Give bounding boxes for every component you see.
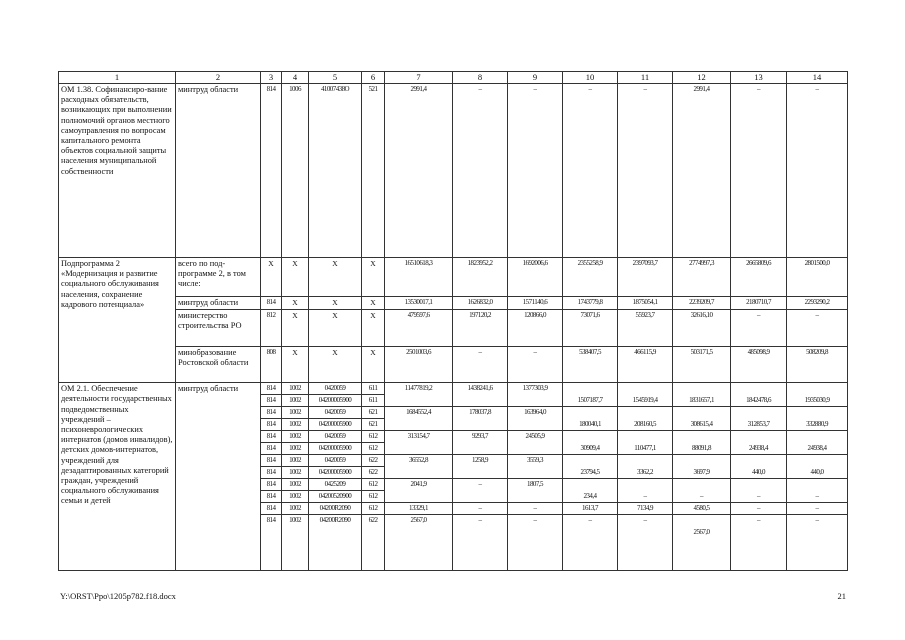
footer-file-path: Y:\ORST\Ppo\1205p782.f18.docx — [60, 591, 176, 601]
year-cell — [618, 407, 673, 431]
table-row-om138 — [59, 84, 848, 258]
header-cell: 6 — [362, 72, 385, 84]
year-value: – — [700, 492, 703, 501]
vr-cell: 621 — [362, 407, 385, 419]
csr-cell: Х — [309, 258, 362, 297]
table-row-sub2-minobr — [59, 347, 848, 383]
year-cell: 1377303,9 — [508, 383, 563, 407]
header-cell: 8 — [453, 72, 508, 84]
header-row — [59, 72, 848, 84]
year-cell: 2801500,0 — [787, 258, 848, 297]
year-cell — [618, 383, 673, 407]
table-row-sub2-total — [59, 258, 848, 297]
year-cell: 538407,5 — [563, 347, 618, 383]
year-cell: – — [508, 515, 563, 571]
grbs-cell: 814 — [261, 503, 282, 515]
grbs-cell: 814 — [261, 467, 282, 479]
year-cell: – — [731, 84, 787, 258]
year-cell: 32616,10 — [673, 310, 731, 347]
vr-cell: 611 — [362, 383, 385, 395]
csr-cell: Х — [309, 297, 362, 310]
year-cell: 2991,4 — [673, 84, 731, 258]
total-cell: 313154,7 — [385, 431, 453, 455]
year-cell: 2355258,9 — [563, 258, 618, 297]
header-cell: 9 — [508, 72, 563, 84]
year-cell: – — [563, 515, 618, 571]
year-value: 1831657,1 — [689, 396, 714, 405]
year-cell — [618, 431, 673, 455]
vr-cell: 612 — [362, 479, 385, 491]
vr-cell: Х — [362, 347, 385, 383]
grbs-cell: 814 — [261, 84, 282, 258]
year-value: 440,0 — [751, 468, 765, 477]
year-cell: – — [731, 503, 787, 515]
year-cell: 24505,9 — [508, 431, 563, 455]
header-cell: 14 — [787, 72, 848, 84]
year-cell: – — [453, 503, 508, 515]
csr-cell: 0420059 — [309, 431, 362, 443]
total-cell: 2991,4 — [385, 84, 453, 258]
csr-cell: 04200R2090 — [309, 515, 362, 571]
year-cell: 7134,9 — [618, 503, 673, 515]
year-cell: 55923,7 — [618, 310, 673, 347]
total-cell: 13530017,1 — [385, 297, 453, 310]
grbs-cell: 812 — [261, 310, 282, 347]
vr-cell: 612 — [362, 443, 385, 455]
measure-name: ОМ 1.38. Софинансиро-вание расходных обязательств, возникающих при выполнении полномочий органов местного самоуправления по вопросам капитального ремонта объектов социальной защиты населения муниципальной собственности — [59, 84, 176, 258]
header-cell: 5 — [309, 72, 362, 84]
year-cell — [673, 479, 731, 503]
csr-cell: Х — [309, 310, 362, 347]
year-cell — [731, 383, 787, 407]
year-cell: 2180710,7 — [731, 297, 787, 310]
year-value: – — [815, 492, 819, 501]
year-cell: – — [787, 84, 848, 258]
header-cell: 13 — [731, 72, 787, 84]
total-cell: 1684552,4 — [385, 407, 453, 431]
year-cell: 508209,8 — [787, 347, 848, 383]
year-cell: 466115,9 — [618, 347, 673, 383]
budget-table — [58, 71, 848, 571]
year-cell — [673, 431, 731, 455]
year-cell: – — [508, 84, 563, 258]
year-cell: 2397093,7 — [618, 258, 673, 297]
vr-cell: 621 — [362, 419, 385, 431]
year-cell: 1807,5 — [508, 479, 563, 503]
year-value: 180040,1 — [579, 420, 601, 429]
year-cell — [618, 455, 673, 479]
rzpr-cell: 1002 — [282, 383, 309, 395]
year-cell — [787, 383, 848, 407]
year-value: 208160,5 — [634, 420, 656, 429]
rzpr-cell: 1002 — [282, 431, 309, 443]
year-cell: 163964,0 — [508, 407, 563, 431]
header-cell: 7 — [385, 72, 453, 84]
executor-cell: минтруд области — [176, 84, 261, 258]
year-cell — [673, 515, 731, 571]
year-cell: 120866,0 — [508, 310, 563, 347]
csr-cell: 0425209 — [309, 479, 362, 491]
grbs-cell: 814 — [261, 515, 282, 571]
total-cell: 2041,9 — [385, 479, 453, 503]
year-cell: 1692006,6 — [508, 258, 563, 297]
rzpr-cell: 1002 — [282, 455, 309, 467]
header-cell: 11 — [618, 72, 673, 84]
year-value: 440,0 — [810, 468, 824, 477]
year-cell: 2665809,6 — [731, 258, 787, 297]
csr-cell: 04200005900 — [309, 467, 362, 479]
year-cell — [787, 431, 848, 455]
rzpr-cell: Х — [282, 310, 309, 347]
grbs-cell: 814 — [261, 395, 282, 407]
executor-cell: минобразование Ростовской области — [176, 347, 261, 383]
year-value: 24938,4 — [749, 444, 768, 453]
header-cell: 4 — [282, 72, 309, 84]
year-cell: – — [508, 347, 563, 383]
rzpr-cell: Х — [282, 297, 309, 310]
csr-cell: 0420059 — [309, 383, 362, 395]
vr-cell: 612 — [362, 491, 385, 503]
csr-cell: 0420059 — [309, 455, 362, 467]
year-cell: – — [453, 479, 508, 503]
subprogram-name: Подпрограмма 2 «Модернизация и развитие социального обслуживания населения, сохранение кадрового потенциала» — [59, 258, 176, 383]
year-cell — [787, 407, 848, 431]
year-value: – — [757, 492, 760, 501]
year-value: 24938,4 — [807, 444, 827, 453]
page-number: 21 — [837, 591, 846, 601]
year-cell: 2239209,7 — [673, 297, 731, 310]
year-value: 3697,9 — [693, 468, 710, 477]
year-cell: – — [731, 515, 787, 571]
rzpr-cell: 1002 — [282, 395, 309, 407]
year-value: 234,4 — [583, 492, 597, 501]
year-cell: – — [787, 310, 848, 347]
grbs-cell: 808 — [261, 347, 282, 383]
year-cell: 485098,9 — [731, 347, 787, 383]
year-value: 1545919,4 — [632, 396, 658, 405]
rzpr-cell: 1002 — [282, 479, 309, 491]
grbs-cell: 814 — [261, 383, 282, 395]
grbs-cell: 814 — [261, 443, 282, 455]
year-cell: 1743779,8 — [563, 297, 618, 310]
total-cell: 13329,1 — [385, 503, 453, 515]
year-value: 88091,8 — [692, 444, 711, 453]
table-row-om21 — [59, 383, 848, 395]
year-cell: – — [618, 84, 673, 258]
grbs-cell: 814 — [261, 431, 282, 443]
year-cell: 2293290,2 — [787, 297, 848, 310]
year-cell — [731, 431, 787, 455]
vr-cell: 611 — [362, 395, 385, 407]
executor-cell: минтруд области — [176, 383, 261, 571]
csr-cell: Х — [309, 347, 362, 383]
year-value: 1935030,9 — [804, 396, 830, 405]
header-cell: 3 — [261, 72, 282, 84]
year-cell: – — [453, 347, 508, 383]
vr-cell: 622 — [362, 455, 385, 467]
rzpr-cell: 1002 — [282, 503, 309, 515]
rzpr-cell: 1002 — [282, 419, 309, 431]
year-value: 1507187,7 — [577, 396, 603, 405]
year-cell: 73071,6 — [563, 310, 618, 347]
year-value: 332880,9 — [806, 420, 828, 429]
year-cell: – — [453, 515, 508, 571]
year-cell — [618, 479, 673, 503]
year-cell — [673, 383, 731, 407]
table-row-sub2-minstroy — [59, 310, 848, 347]
year-value: 308615,4 — [690, 420, 713, 429]
year-cell: 1613,7 — [563, 503, 618, 515]
year-cell: 9293,7 — [453, 431, 508, 455]
vr-cell: 612 — [362, 431, 385, 443]
rzpr-cell: 1002 — [282, 407, 309, 419]
year-cell: – — [787, 503, 848, 515]
year-cell — [787, 479, 848, 503]
year-cell: 4580,5 — [673, 503, 731, 515]
year-cell: 1571140,6 — [508, 297, 563, 310]
grbs-cell: 814 — [261, 479, 282, 491]
csr-cell: 04200005900 — [309, 443, 362, 455]
year-cell: 2774997,3 — [673, 258, 731, 297]
csr-cell: 04200005900 — [309, 395, 362, 407]
year-cell: 1438241,6 — [453, 383, 508, 407]
header-cell: 12 — [673, 72, 731, 84]
year-value: 2567,0 — [693, 528, 710, 537]
year-cell: – — [453, 84, 508, 258]
year-cell — [731, 455, 787, 479]
year-cell — [563, 407, 618, 431]
executor-cell: минтруд области — [176, 297, 261, 310]
measure-name: ОМ 2.1. Обеспечение деятельности государственных подведомственных учреждений – психоневрологических интернатов (домов инвалидов), детских домов-интернатов, учреждений для дезадаптированных категорий граждан, учреждений социального обслуживания семьи и детей — [59, 383, 176, 571]
total-cell: 16510618,3 — [385, 258, 453, 297]
year-cell: 197120,2 — [453, 310, 508, 347]
rzpr-cell: Х — [282, 258, 309, 297]
total-cell: 2567,0 — [385, 515, 453, 571]
grbs-cell: 814 — [261, 491, 282, 503]
table-row-sub2-mintrud — [59, 297, 848, 310]
year-value: 23794,5 — [580, 468, 600, 477]
year-cell — [563, 479, 618, 503]
year-cell: 1258,9 — [453, 455, 508, 479]
year-value: 30909,4 — [580, 444, 600, 453]
csr-cell: 04200005900 — [309, 419, 362, 431]
year-value: 3362,2 — [637, 468, 653, 477]
header-cell: 10 — [563, 72, 618, 84]
rzpr-cell: 1002 — [282, 491, 309, 503]
vr-cell: 622 — [362, 467, 385, 479]
budget-table-sheet — [58, 71, 847, 581]
year-cell — [563, 455, 618, 479]
year-cell: 1626832,0 — [453, 297, 508, 310]
year-cell — [673, 455, 731, 479]
year-value: 110477,1 — [634, 444, 656, 453]
year-cell — [563, 431, 618, 455]
rzpr-cell: 1002 — [282, 515, 309, 571]
year-cell — [731, 479, 787, 503]
year-cell: 503171,5 — [673, 347, 731, 383]
grbs-cell: 814 — [261, 297, 282, 310]
year-cell: – — [508, 503, 563, 515]
grbs-cell: 814 — [261, 455, 282, 467]
grbs-cell: 814 — [261, 419, 282, 431]
rzpr-cell: 1002 — [282, 443, 309, 455]
vr-cell: 622 — [362, 515, 385, 571]
header-cell: 1 — [59, 72, 176, 84]
grbs-cell: Х — [261, 258, 282, 297]
csr-cell: 04200R2090 — [309, 503, 362, 515]
vr-cell: 521 — [362, 84, 385, 258]
vr-cell: Х — [362, 297, 385, 310]
csr-cell: 41007438О — [309, 84, 362, 258]
grbs-cell: 814 — [261, 407, 282, 419]
year-cell: 178037,8 — [453, 407, 508, 431]
csr-cell: 04200520900 — [309, 491, 362, 503]
rzpr-cell: 1006 — [282, 84, 309, 258]
vr-cell: 612 — [362, 503, 385, 515]
executor-cell: министерство строительства РО — [176, 310, 261, 347]
year-cell: 1875054,1 — [618, 297, 673, 310]
header-cell: 2 — [176, 72, 261, 84]
vr-cell: Х — [362, 310, 385, 347]
executor-cell: всего по под-программе 2, в том числе: — [176, 258, 261, 297]
rzpr-cell: Х — [282, 347, 309, 383]
year-cell: – — [618, 515, 673, 571]
year-value: 312853,7 — [747, 420, 770, 429]
csr-cell: 0420059 — [309, 407, 362, 419]
rzpr-cell: 1002 — [282, 467, 309, 479]
year-value: – — [643, 492, 647, 501]
year-cell — [787, 455, 848, 479]
total-cell: 36552,8 — [385, 455, 453, 479]
year-cell — [731, 407, 787, 431]
vr-cell: Х — [362, 258, 385, 297]
total-cell: 2501003,6 — [385, 347, 453, 383]
year-cell — [673, 407, 731, 431]
year-value: 1842478,6 — [746, 396, 771, 405]
total-cell: 11477819,2 — [385, 383, 453, 407]
year-cell: – — [787, 515, 848, 571]
year-cell — [563, 383, 618, 407]
year-cell: – — [731, 310, 787, 347]
year-cell: – — [563, 84, 618, 258]
total-cell: 479597,6 — [385, 310, 453, 347]
year-cell: 3559,3 — [508, 455, 563, 479]
year-cell: 1823952,2 — [453, 258, 508, 297]
